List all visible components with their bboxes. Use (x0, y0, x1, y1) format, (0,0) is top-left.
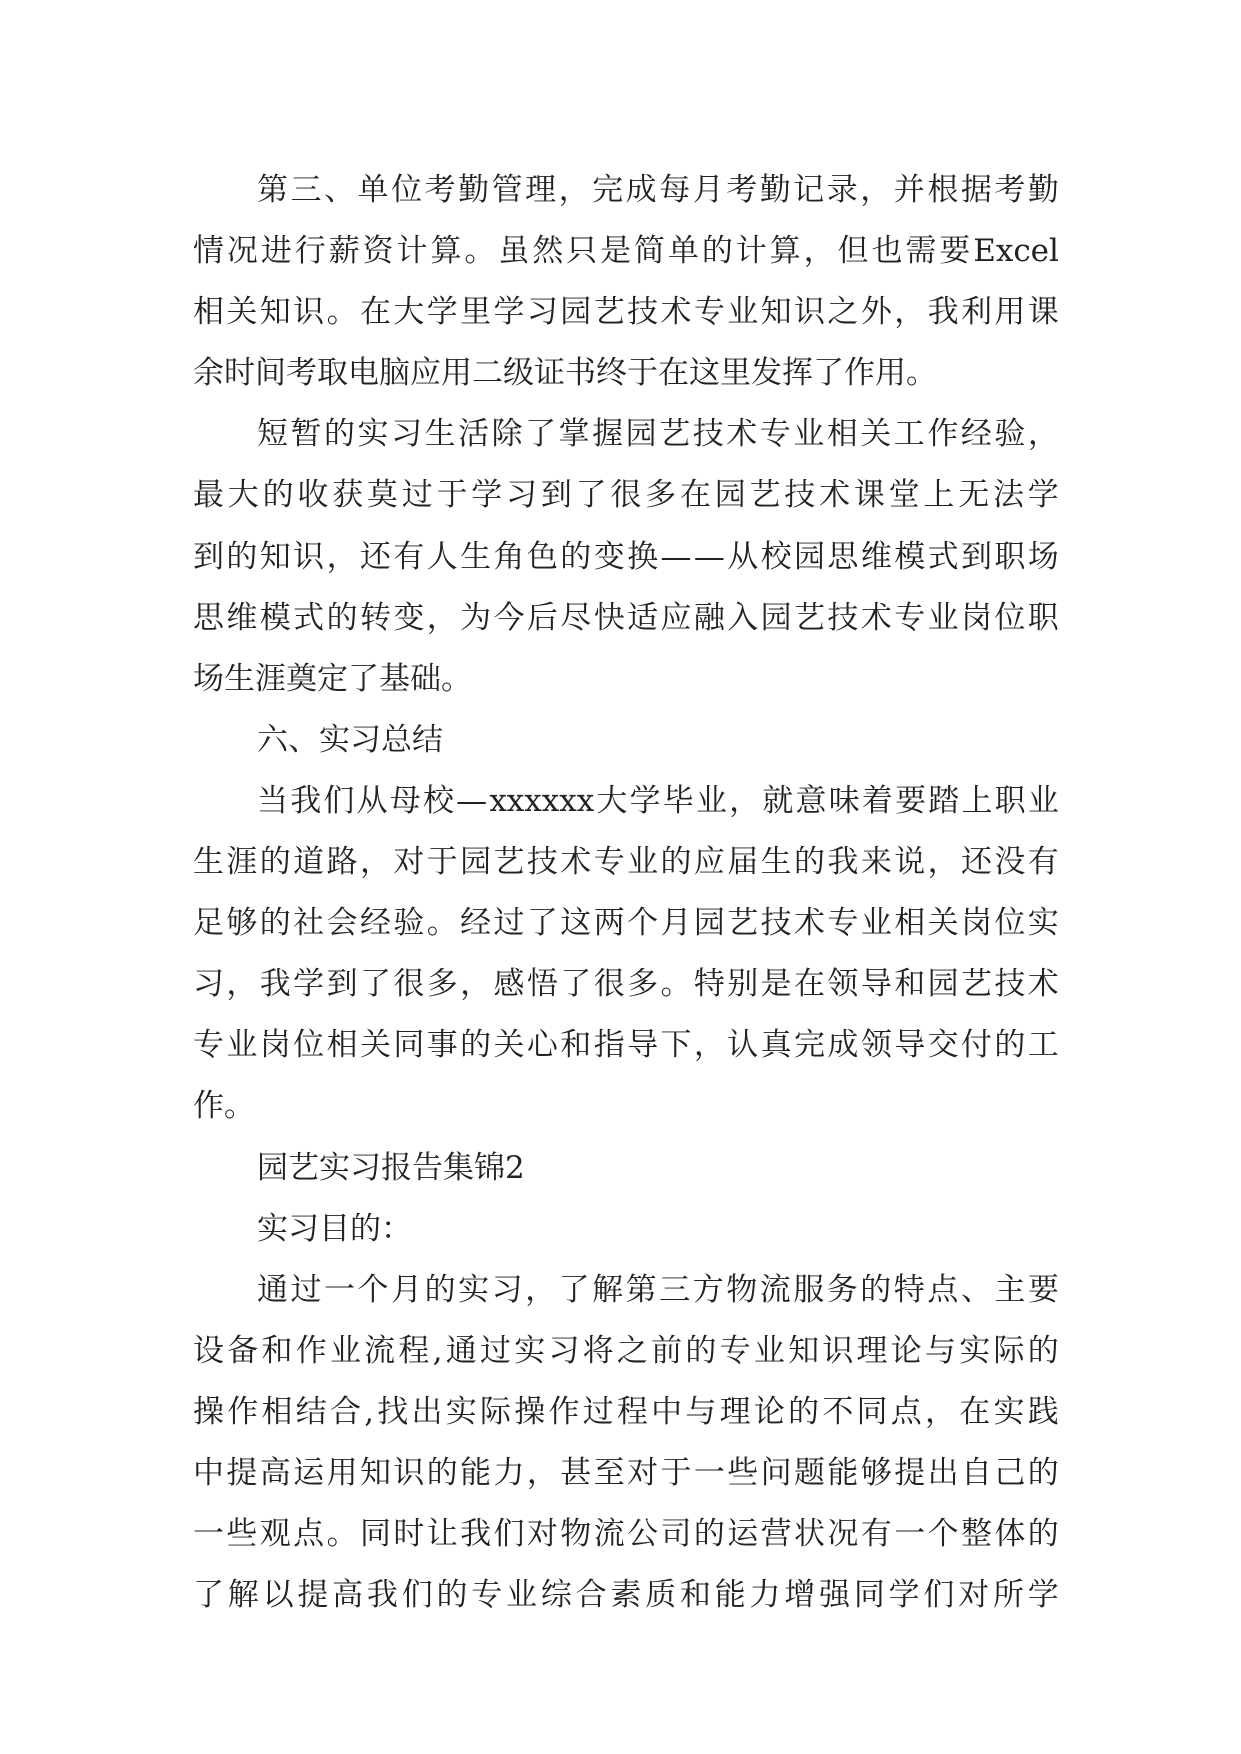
text-line: 足 够 的 社 会 经 验 。 经 过 了 这 两 个 月 园 艺 技 术 专 业 相 关 岗 位 实 (193, 905, 1059, 942)
document-body (193, 160, 1059, 1626)
text-line: 生 涯 的 道 路 ， 对 于 园 艺 技 术 专 业 的 应 届 生 的 我 来 说 ， 还 没 有 (193, 844, 1059, 881)
text-line: 作。 (193, 1088, 255, 1125)
text-line: 到 的 知 识 ， 还 有 人 生 角 色 的 变 换 — — 从 校 园 思 维 模 式 到 职 场 (193, 538, 1059, 575)
text-line: 第 三 、 单 位 考 勤 管 理 ， 完 成 每 月 考 勤 记 录 ， 并 根 据 考 勤 (257, 172, 1059, 208)
text-line: 余时间考取电脑应用二级证书终于在这里发挥了作用。 (193, 355, 937, 392)
text-line: 园艺实习报告集锦2 (257, 1149, 525, 1186)
text-line: 一 些 观 点 。 同 时 让 我 们 对 物 流 公 司 的 运 营 状 况 有 一 个 整 体 的 (193, 1516, 1059, 1553)
text-line: 短 暂 的 实 习 生 活 除 了 掌 握 园 艺 技 术 专 业 相 关 工 作 经 验 ， (257, 416, 1059, 453)
text-line: 六、实习总结 (257, 721, 443, 758)
text-line: 操 作 相 结 合 , 找 出 实 际 操 作 过 程 中 与 理 论 的 不 同 点 ， 在 实 践 (193, 1393, 1059, 1430)
text-line: 实习目的： (257, 1210, 412, 1247)
text-line: 最 大 的 收 获 莫 过 于 学 习 到 了 很 多 在 园 艺 技 术 课 堂 上 无 法 学 (193, 477, 1059, 514)
text-line: 设 备 和 作 业 流 程 , 通 过 实 习 将 之 前 的 专 业 知 识 理 论 与 实 际 的 (193, 1332, 1059, 1369)
text-line: 场生涯奠定了基础。 (193, 660, 472, 697)
text-line: 了 解 以 提 高 我 们 的 专 业 综 合 素 质 和 能 力 增 强 同 学 们 对 所 学 (193, 1577, 1059, 1614)
text-line: 思 维 模 式 的 转 变 ， 为 今 后 尽 快 适 应 融 入 园 艺 技 术 专 业 岗 位 职 (193, 599, 1059, 636)
text-line: 习 ， 我 学 到 了 很 多 ， 感 悟 了 很 多 。 特 别 是 在 领 导 和 园 艺 技 术 (193, 966, 1059, 1003)
text-line: 专 业 岗 位 相 关 同 事 的 关 心 和 指 导 下 ， 认 真 完 成 领 导 交 付 的 工 (193, 1027, 1059, 1064)
text-line: 中 提 高 运 用 知 识 的 能 力 ， 甚 至 对 于 一 些 问 题 能 够 提 出 自 己 的 (193, 1454, 1059, 1491)
text-line: 相 关 知 识 。 在 大 学 里 学 习 园 艺 技 术 专 业 知 识 之 外 ， 我 利 用 课 (193, 294, 1059, 331)
text-line: 当 我 们 从 母 校 — xxxxxx 大 学 毕 业 ， 就 意 味 着 要 踏 上 职 业 (257, 782, 1059, 819)
text-line: 通 过 一 个 月 的 实 习 ， 了 解 第 三 方 物 流 服 务 的 特 点 、 主 要 (257, 1271, 1059, 1308)
text-line: 情 况 进 行 薪 资 计 算 。 虽 然 只 是 简 单 的 计 算 ， 但 也 需 要 Excel (193, 233, 1059, 270)
